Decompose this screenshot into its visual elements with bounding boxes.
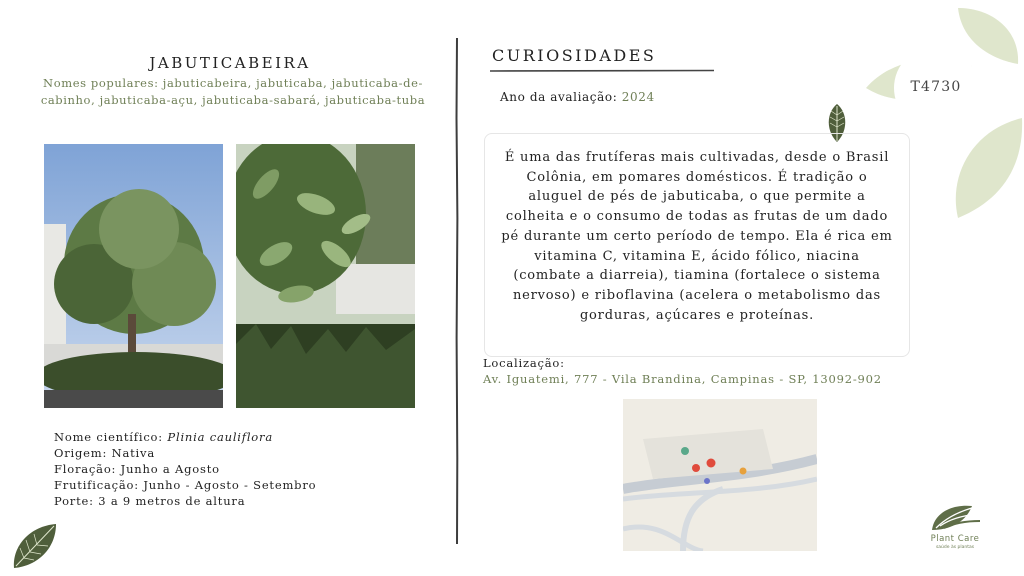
plant-facts [54,429,316,509]
evaluation-year: Ano da avaliação: 2024 [500,90,655,104]
origin: Origem: Nativa [54,446,155,460]
size: Porte: 3 a 9 metros de altura [54,494,246,508]
title-underline [490,68,714,74]
fruiting: Frutificação: Junho - Agosto - Setembro [54,478,317,492]
plant-title: JABUTICABEIRA [149,54,311,72]
tree-photo [44,144,223,408]
leaves-photo [236,144,415,408]
curiosities-text: É uma das frutíferas mais cultivadas, desde o Brasil Colônia, em pomares domésticos. É tradição o aluguel de pés de jabuticaba, o que permite a colheita e o consumo de todas as frutas de um dado pé durante um certo período de tempo. Ela é rica em vitamina C, vitamina E, ácido fólico, niacina (combate a diarreia), tiamina (fortalece o sistema nervoso) e riboflavina (acelera o metabolismo das gorduras, açúcares e proteínas. [501,150,893,323]
location-address: Av. Iguatemi, 777 - Vila Brandina, Campinas - SP, 13092-902 [483,372,882,386]
popular-names: Nomes populares: jabuticabeira, jabuticaba, jabuticaba-de-cabinho, jabuticaba-açu, jabuticaba-sabará, jabuticaba-tuba [40,76,426,107]
curiosities-card [484,133,910,357]
flowering: Floração: Junho a Agosto [54,462,220,476]
plant-code: T4730 [910,79,962,95]
logo-name: Plant Care [930,534,980,544]
curiosities-title: CURIOSIDADES [492,46,657,65]
leaf-decoration-bottom-left [10,522,60,570]
plant-care-logo-icon [930,502,982,532]
location-map[interactable] [623,399,817,551]
location-label: Localização: [483,356,565,370]
scientific-name-value: Plinia cauliflora [167,430,273,444]
evaluation-year-value: 2024 [621,90,655,104]
column-divider [455,38,459,544]
logo-tagline: saúde às plantas [935,545,975,550]
scientific-name: Nome científico: Plinia cauliflora [54,430,273,444]
